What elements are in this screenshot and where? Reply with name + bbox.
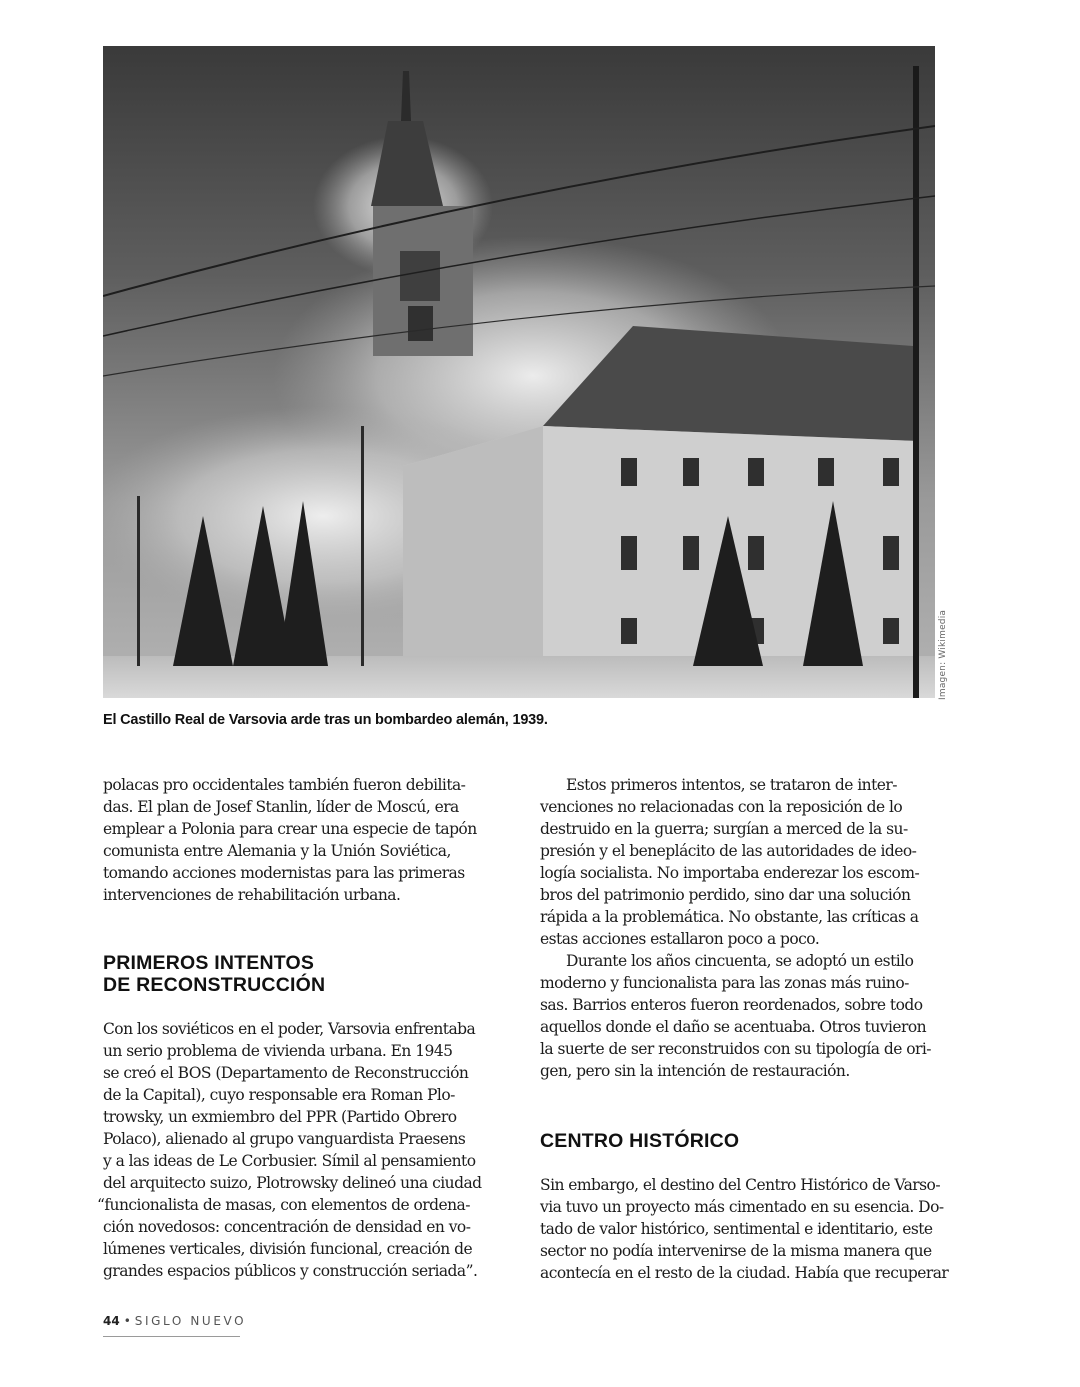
- heading-line: PRIMEROS INTENTOS: [103, 952, 315, 974]
- text-line: “funcionalista de masas, con elementos de ordena-: [97, 1196, 470, 1214]
- photo-caption: El Castillo Real de Varsovia arde tras un bombardeo alemán, 1939.: [103, 712, 548, 728]
- text-line: gen, pero sin la intención de restauración.: [540, 1062, 850, 1080]
- text-line: tado de valor histórico, sentimental e identitario, este: [540, 1220, 933, 1238]
- text-line: grandes espacios públicos y construcción seriada”.: [103, 1262, 478, 1280]
- text-line: aquellos donde el daño se acentuaba. Otros tuvieron: [540, 1018, 927, 1036]
- magazine-name: SIGLO NUEVO: [134, 1314, 247, 1328]
- text-line: un serio problema de vivienda urbana. En 1945: [103, 1042, 453, 1060]
- text-line: via tuvo un proyecto más cimentado en su esencia. Do-: [540, 1198, 944, 1216]
- footer-separator: •: [123, 1314, 131, 1328]
- text-line: Polaco), alienado al grupo vanguardista Praesens: [103, 1130, 466, 1148]
- castle-photo-drawing: [103, 46, 935, 698]
- heading-line: DE RECONSTRUCCIÓN: [103, 974, 326, 996]
- paragraph-historic-center: [540, 1174, 949, 1284]
- right-column: [540, 774, 949, 1284]
- text-line: das. El plan de Josef Stanlin, líder de Moscú, era: [103, 798, 459, 816]
- text-line: tomando acciones modernistas para las primeras: [103, 864, 465, 882]
- text-line: bros del patrimonio perdido, sino dar una solución: [540, 886, 911, 904]
- text-line: destruido en la guerra; surgían a merced de la su-: [540, 820, 908, 838]
- text-line: del arquitecto suizo, Plotrowsky delineó una ciudad: [103, 1174, 482, 1192]
- page-number: 44: [103, 1314, 120, 1328]
- text-line: lúmenes verticales, división funcional, creación de: [103, 1240, 473, 1258]
- text-line: ción novedosos: concentración de densidad en vo-: [103, 1218, 471, 1236]
- text-line: trowsky, un exmiembro del PPR (Partido Obrero: [103, 1108, 457, 1126]
- text-line: emplear a Polonia para crear una especie de tapón: [103, 820, 477, 838]
- section-heading-primeros-intentos: [103, 952, 503, 996]
- text-line: sector no podía intervenirse de la misma manera que: [540, 1242, 932, 1260]
- text-line: moderno y funcionalista para las zonas más ruino-: [540, 974, 909, 992]
- text-line: acontecía en el resto de la ciudad. Había que recuperar: [540, 1264, 949, 1282]
- castle-photograph: [103, 46, 935, 698]
- text-line: Durante los años cincuenta, se adoptó un estilo: [566, 952, 914, 970]
- text-line: venciones no relacionadas con la reposición de lo: [540, 798, 903, 816]
- text-line: comunista entre Alemania y la Unión Soviética,: [103, 842, 451, 860]
- heading-line: CENTRO HISTÓRICO: [540, 1130, 740, 1152]
- reconstruction-paragraph: [97, 1018, 503, 1282]
- text-line: presión y el beneplácito de las autoridades de ideo-: [540, 842, 917, 860]
- text-line: logía socialista. No importaba enderezar los escom-: [540, 864, 920, 882]
- text-line: estas acciones estallaron poco a poco.: [540, 930, 820, 948]
- paragraph-fifties: [540, 950, 940, 1082]
- text-line: polacas pro occidentales también fueron debilita-: [103, 776, 466, 794]
- paragraph-first-attempts: [540, 774, 940, 950]
- intro-paragraph: [103, 774, 503, 906]
- text-line: de la Capital), cuyo responsable era Roman Plo-: [103, 1086, 455, 1104]
- text-line: se creó el BOS (Departamento de Reconstrucción: [103, 1064, 469, 1082]
- page-footer: [103, 1314, 247, 1337]
- text-line: sas. Barrios enteros fueron reordenados, sobre todo: [540, 996, 923, 1014]
- left-column: [97, 774, 503, 1282]
- text-line: intervenciones de rehabilitación urbana.: [103, 886, 401, 904]
- text-line: Sin embargo, el destino del Centro Histórico de Varso-: [540, 1176, 941, 1194]
- text-line: la suerte de ser reconstruidos con su tipología de ori-: [540, 1040, 931, 1058]
- text-line: Estos primeros intentos, se trataron de inter-: [566, 776, 897, 794]
- text-line: y a las ideas de Le Corbusier. Símil al pensamiento: [103, 1152, 476, 1170]
- section-heading-centro-historico: [540, 1130, 940, 1152]
- text-line: rápida a la problemática. No obstante, las críticas a: [540, 908, 919, 926]
- text-line: Con los soviéticos en el poder, Varsovia enfrentaba: [103, 1020, 476, 1038]
